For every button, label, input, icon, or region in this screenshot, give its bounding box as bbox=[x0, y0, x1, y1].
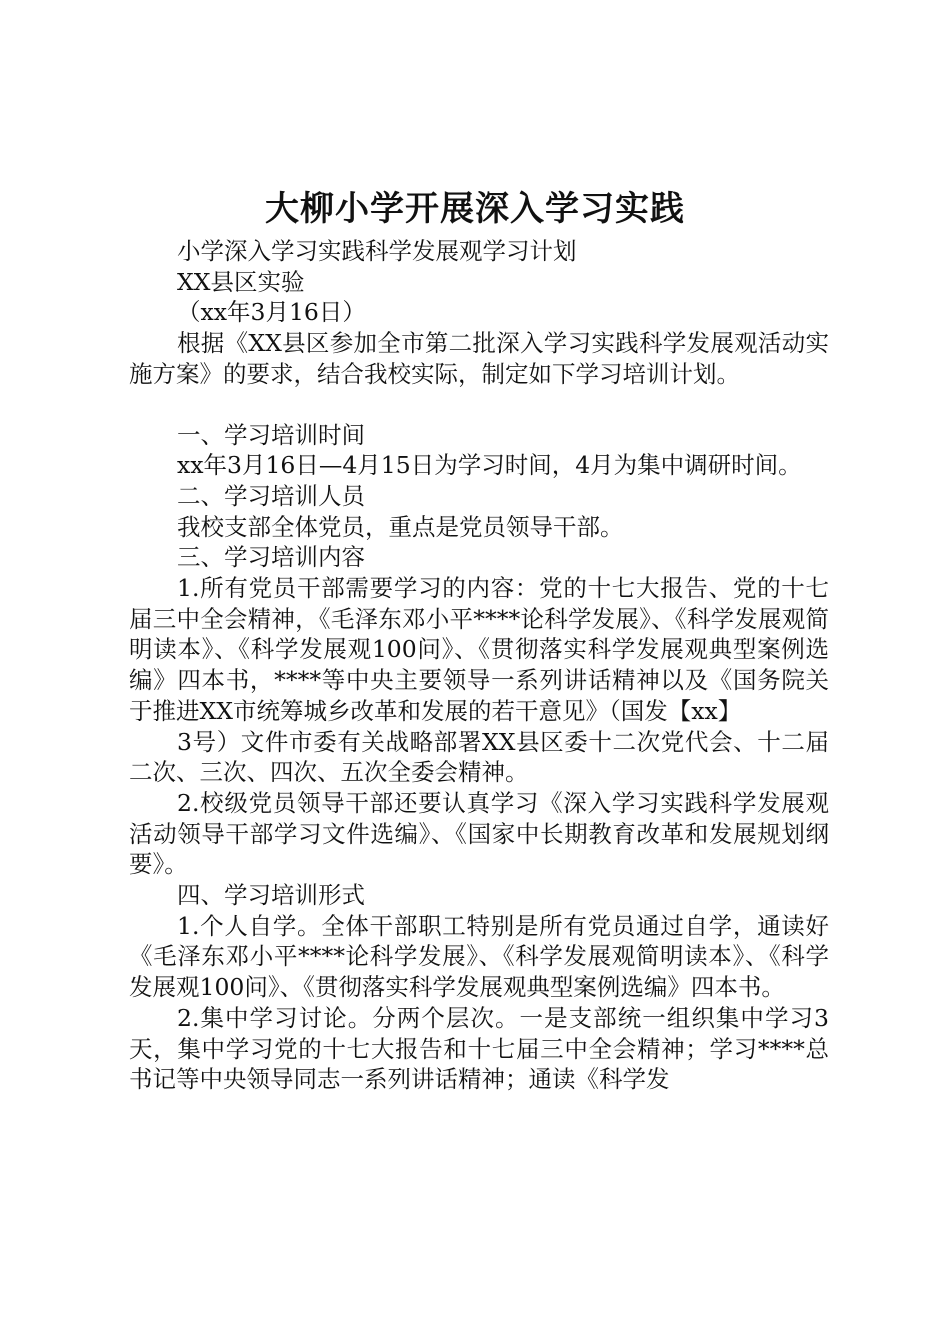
paragraph-content-1: 1.所有党员干部需要学习的内容：党的十七大报告、党的十七届三中全会精神，《毛泽东邓小平****论科学发展》、《科学发展观简明读本》、《科学发展观100问》、《贯彻落实科学发展观典型案例选编》四本书，****等中央主要领导一系列讲话精神以及《国务院关于推进XX市统筹城乡改革和发展的若干意见》（国发【xx】 bbox=[129, 574, 829, 725]
paragraph-content-1-cont: 3号）文件市委有关战略部署XX县区委十二次党代会、十二届二次、三次、四次、五次全委会精神。 bbox=[129, 727, 829, 787]
paragraph-format-2: 2.集中学习讨论。分两个层次。一是支部统一组织集中学习3天，集中学习党的十七大报告和十七届三中全会精神；学习****总书记等中央领导同志一系列讲话精神；通读《科学发 bbox=[129, 1003, 829, 1094]
paragraph-people: 我校支部全体党员，重点是党员领导干部。 bbox=[177, 512, 624, 541]
paragraph-content-2: 2.校级党员领导干部还要认真学习《深入学习实践科学发展观活动领导干部学习文件选编》、《国家中长期教育改革和发展规划纲要》。 bbox=[129, 788, 829, 879]
paragraph-intro: 根据《XX县区参加全市第二批深入学习实践科学发展观活动实施方案》的要求，结合我校实际，制定如下学习培训计划。 bbox=[129, 329, 829, 388]
paragraph-subtitle: 小学深入学习实践科学发展观学习计划 bbox=[177, 237, 577, 265]
section-heading-content: 三、学习培训内容 bbox=[177, 543, 365, 572]
paragraph-format-1: 1.个人自学。全体干部职工特别是所有党员通过自学，通读好《毛泽东邓小平****论科学发展》、《科学发展观简明读本》、《科学发展观100问》、《贯彻落实科学发展观典型案例选编》四本书。 bbox=[129, 911, 829, 1002]
paragraph-date: （xx年3月16日） bbox=[177, 298, 366, 327]
section-heading-format: 四、学习培训形式 bbox=[177, 881, 365, 910]
section-heading-time: 一、学习培训时间 bbox=[177, 420, 365, 449]
section-heading-people: 二、学习培训人员 bbox=[177, 481, 365, 510]
document-title: 大柳小学开展深入学习实践 bbox=[265, 189, 685, 229]
paragraph-school: XX县区实验 bbox=[177, 267, 305, 296]
document-body bbox=[129, 236, 829, 1095]
paragraph-time: xx年3月16日—4月15日为学习时间，4月为集中调研时间。 bbox=[177, 451, 802, 480]
